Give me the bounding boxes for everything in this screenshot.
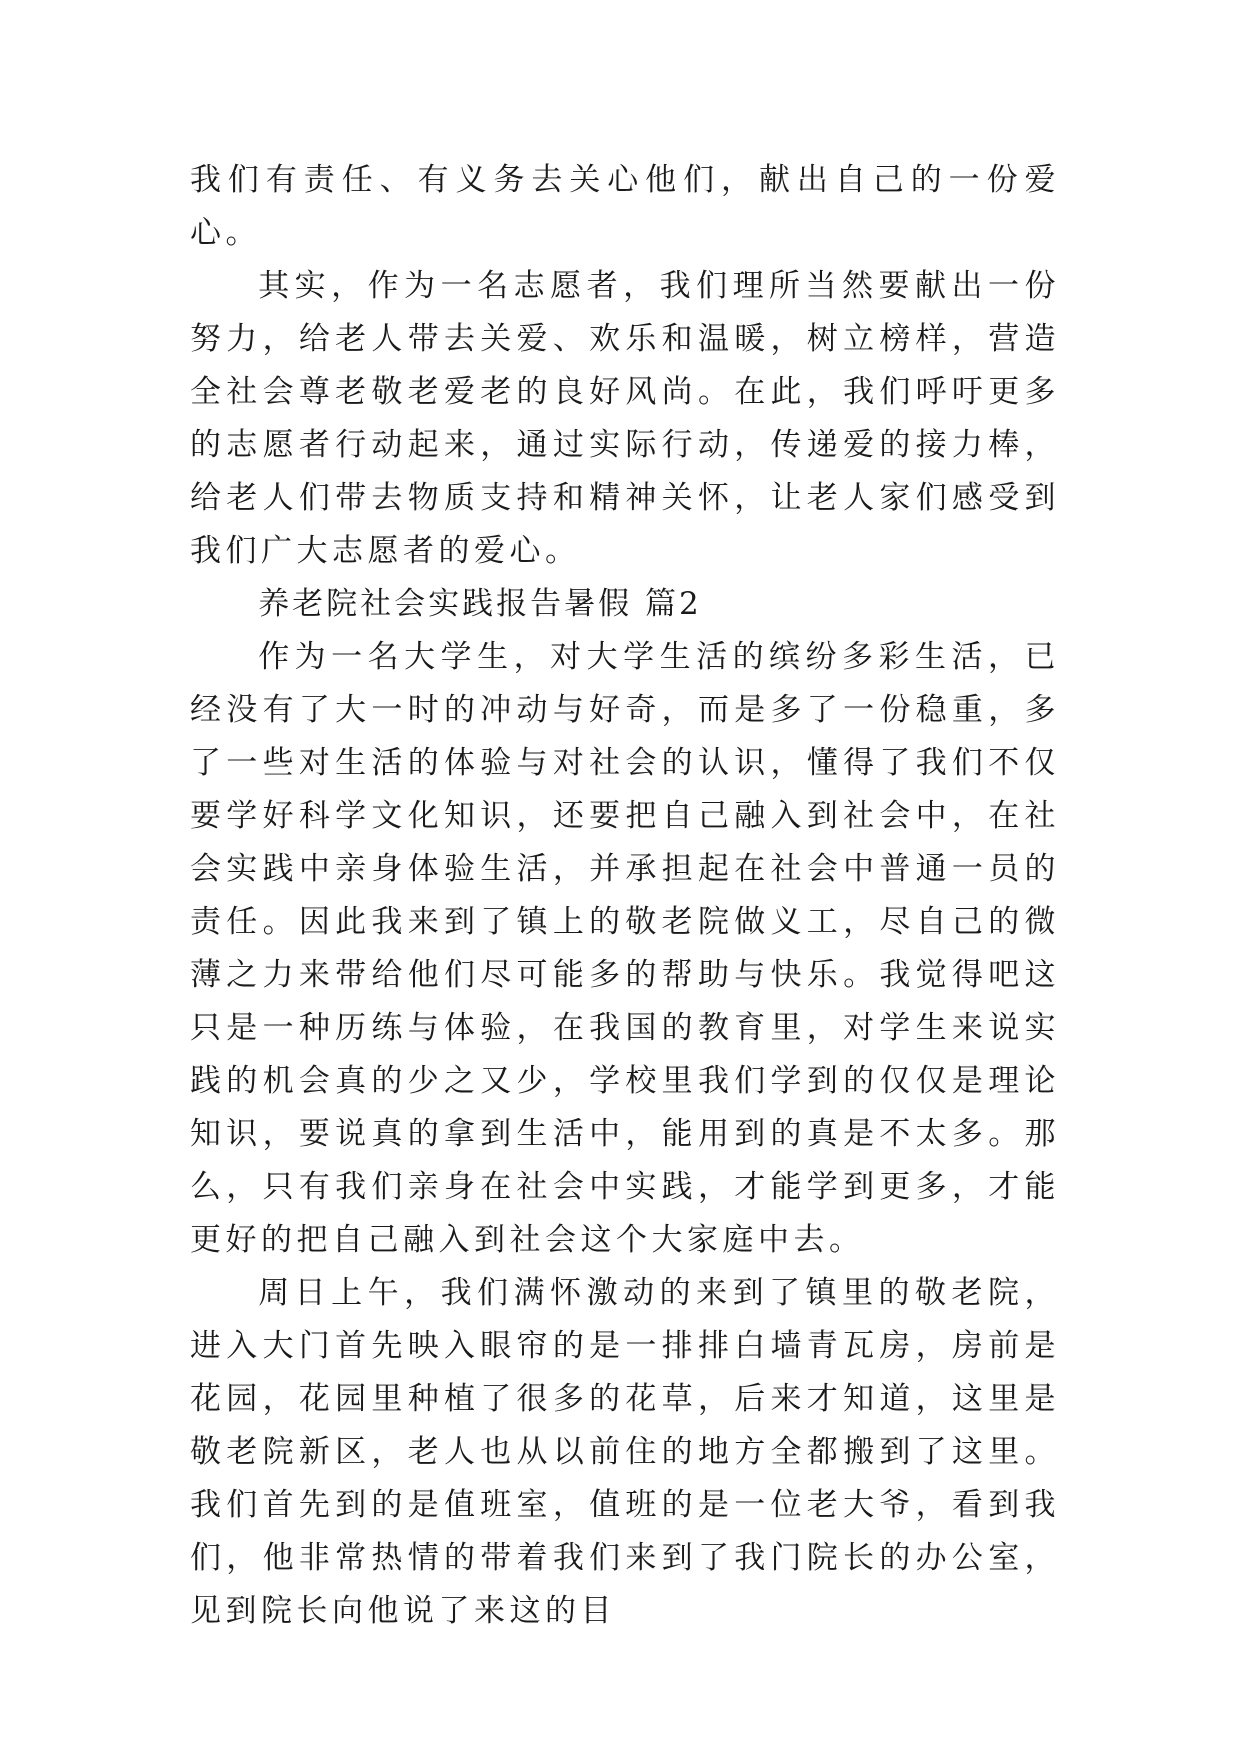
paragraph-continuation: 我们有责任、有义务去关心他们，献出自己的一份爱心。 [190, 162, 1060, 251]
paragraph-student-intro: 作为一名大学生，对大学生活的缤纷多彩生活，已经没有了大一时的冲动与好奇，而是多了一份稳重，多了一些对生活的体验与对社会的认识，懂得了我们不仅要学好科学文化知识，还要把自己融入到社会中，在社会实践中亲身体验生活，并承担起在社会中普通一员的责任。因此我来到了镇上的敬老院做义工，尽自己的微薄之力来带给他们尽可能多的帮助与快乐。我觉得吧这只是一种历练与体验，在我国的教育里，对学生来说实践的机会真的少之又少，学校里我们学到的仅仅是理论知识，要说真的拿到生活中，能用到的真是不太多。那么，只有我们亲身在社会中实践，才能学到更多，才能更好的把自己融入到社会这个大家庭中去。 [190, 639, 1060, 1258]
paragraph-volunteer: 其实，作为一名志愿者，我们理所当然要献出一份努力，给老人带去关爱、欢乐和温暖，树立榜样，营造全社会尊老敬老爱老的良好风尚。在此，我们呼吁更多的志愿者行动起来，通过实际行动，传递爱的接力棒，给老人们带去物质支持和精神关怀，让老人家们感受到我们广大志愿者的爱心。 [190, 268, 1060, 569]
paragraph-sunday-visit: 周日上午，我们满怀激动的来到了镇里的敬老院，进入大门首先映入眼帘的是一排排白墙青瓦房，房前是花园，花园里种植了很多的花草，后来才知道，这里是敬老院新区，老人也从以前住的地方全都搬到了这里。我们首先到的是值班室，值班的是一位老大爷，看到我们，他非常热情的带着我们来到了我门院长的办公室，见到院长向他说了来这的目 [190, 1275, 1060, 1629]
document-body [190, 154, 1060, 1638]
section-heading: 养老院社会实践报告暑假 篇2 [258, 586, 702, 622]
